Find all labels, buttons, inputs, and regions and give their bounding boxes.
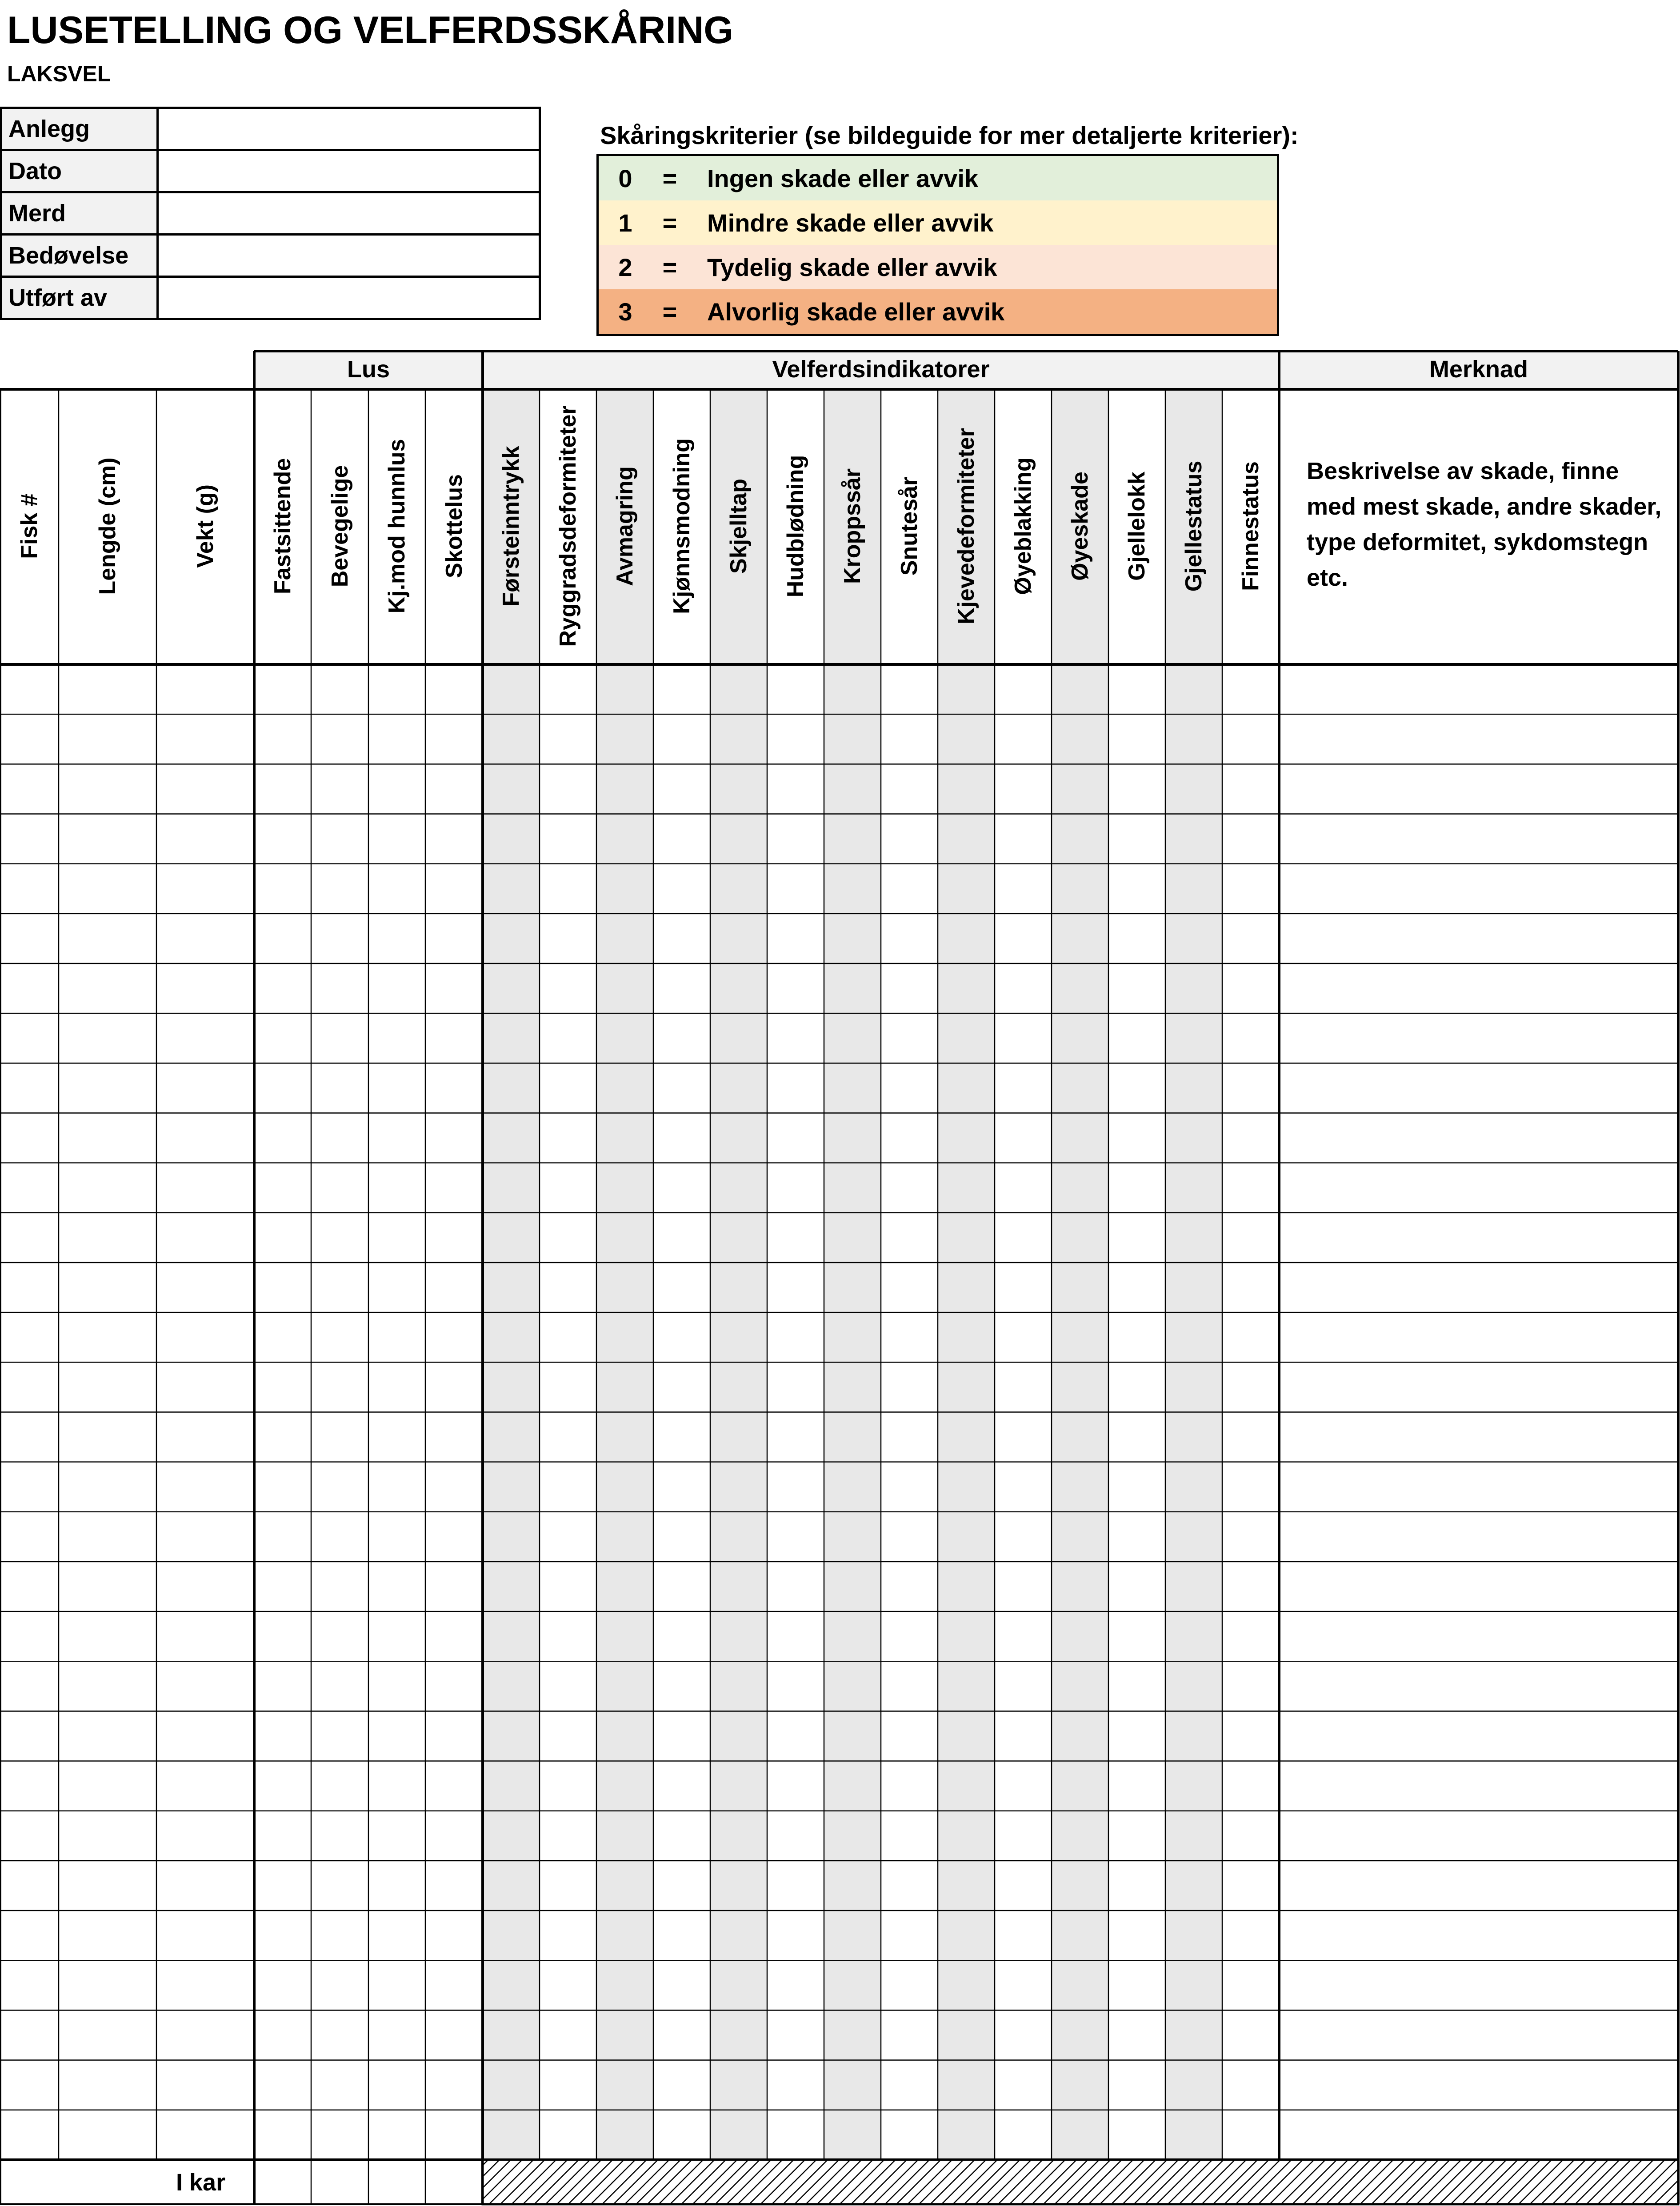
shaded-column — [1165, 389, 1222, 2160]
info-label-bedovelse: Bedøvelse — [1, 235, 158, 277]
criteria-equals: = — [662, 164, 677, 192]
col-header-fastsittende: Fastsittende — [270, 458, 296, 595]
group-header-lus: Lus — [347, 356, 390, 383]
col-header-gjellestatus: Gjellestatus — [1181, 460, 1207, 592]
criteria-text: Mindre skade eller avvik — [707, 208, 994, 237]
group-header-merknad: Merknad — [1429, 356, 1528, 383]
criteria-text: Tydelig skade eller avvik — [707, 253, 997, 281]
col-header-fisk: Fisk # — [16, 493, 42, 559]
col-header-vekt: Vekt (g) — [192, 484, 218, 568]
shaded-column — [1052, 389, 1108, 2160]
col-header-kjonnsmodning: Kjønnsmodning — [669, 438, 695, 614]
page-title: LUSETELLING OG VELFERDSSKÅRING — [7, 9, 734, 52]
group-header-velferd: Velferdsindikatorer — [772, 356, 990, 383]
shaded-column — [710, 389, 767, 2160]
footer-label-i-kar: I kar — [176, 2169, 226, 2196]
col-header-avmagring: Avmagring — [612, 466, 638, 586]
criteria-text: Ingen skade eller avvik — [707, 164, 979, 192]
criteria-score: 3 — [618, 297, 632, 326]
col-header-kroppssar: Kroppssår — [840, 468, 865, 584]
col-header-oyeskade: Øyeskade — [1067, 472, 1093, 581]
col-header-skjelltap: Skjelltap — [726, 479, 752, 574]
criteria-text: Alvorlig skade eller avvik — [707, 297, 1005, 326]
criteria-title: Skåringskriterier (se bildeguide for mer detaljerte kriterier): — [600, 121, 1299, 149]
shaded-column — [596, 389, 653, 2160]
col-header-bevegelige: Bevegelige — [327, 465, 353, 587]
info-label-merd: Merd — [1, 192, 158, 235]
criteria-equals: = — [662, 208, 677, 237]
shaded-column — [483, 389, 540, 2160]
col-header-forsteinntrykk: Førsteinntrykk — [498, 446, 524, 607]
info-label-anlegg: Anlegg — [1, 108, 158, 150]
criteria-score: 2 — [618, 253, 632, 281]
col-header-ryggradsdeformiteter: Ryggradsdeformiteter — [555, 405, 581, 647]
col-header-lengde: Lengde (cm) — [95, 457, 120, 595]
page-subtitle: LAKSVEL — [7, 61, 111, 86]
col-header-skottelus: Skottelus — [441, 474, 467, 579]
col-header-kj-mod-hunnlus: Kj.mod hunnlus — [384, 439, 410, 614]
col-header-kjevedeformiteter: Kjevedeformiteter — [953, 428, 979, 625]
col-header-oyeblakking: Øyeblakking — [1010, 457, 1036, 595]
footer-hatched-area — [483, 2160, 1678, 2204]
col-header-snutesar: Snutesår — [896, 476, 922, 576]
info-label-utfort-av: Utført av — [1, 277, 158, 319]
criteria-score: 0 — [618, 164, 632, 192]
criteria-equals: = — [662, 253, 677, 281]
criteria-equals: = — [662, 297, 677, 326]
col-header-hudblodning: Hudblødning — [783, 455, 808, 598]
shaded-column — [824, 389, 881, 2160]
col-header-finnestatus: Finnestatus — [1238, 461, 1264, 591]
remark-header-description: Beskrivelse av skade, finne med mest skade, andre skader, type deformitet, sykdomstegn etc. — [1307, 458, 1662, 591]
shaded-column — [938, 389, 995, 2160]
info-label-dato: Dato — [1, 150, 158, 192]
criteria-score: 1 — [618, 208, 632, 237]
col-header-gjellelokk: Gjellelokk — [1124, 472, 1150, 581]
